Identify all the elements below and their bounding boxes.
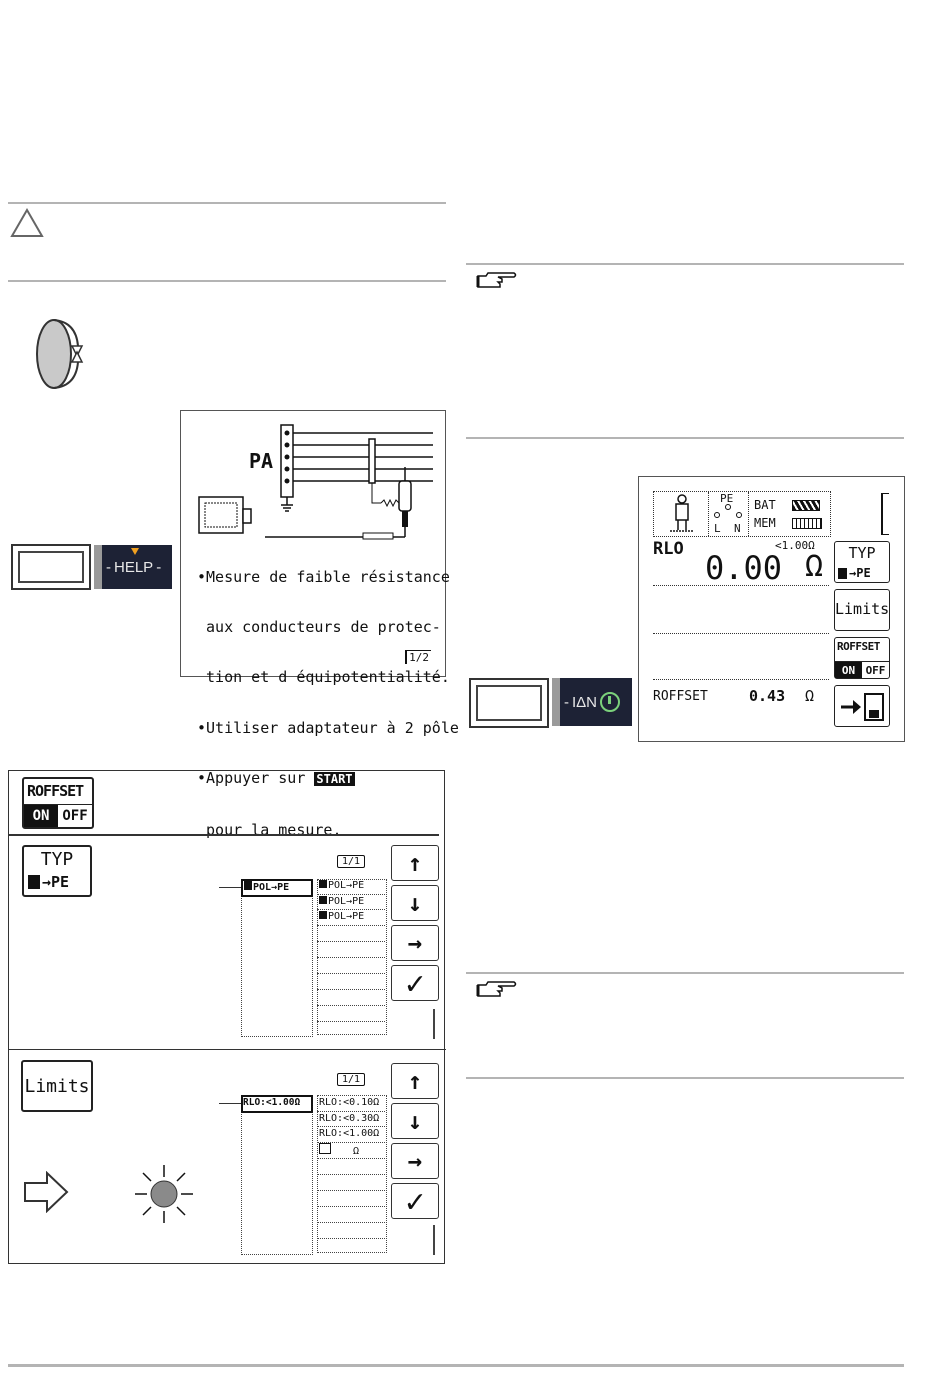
rotary-switch-icon (30, 316, 88, 392)
help-screen (180, 410, 459, 839)
typ-key[interactable] (22, 845, 92, 897)
memory-icon (792, 518, 822, 529)
battery-icon (792, 500, 820, 511)
person-probe-icon (668, 494, 696, 534)
limits-down-arrow-button[interactable]: ↓ (391, 1103, 439, 1139)
note1-top-rule (466, 263, 904, 265)
limits-option-custom-unit: Ω (353, 1146, 360, 1157)
settings-panel (8, 770, 445, 1264)
help-line-3: tion et d équipotentialité. (197, 668, 450, 687)
roffset-key-label: ROFFSET (27, 782, 84, 800)
limits-option-custom[interactable] (319, 1143, 359, 1157)
mem-label: MEM (754, 516, 776, 530)
diagram-pa-label: PA (249, 449, 274, 473)
limits-option-3[interactable]: RLO:<1.00Ω (319, 1128, 380, 1139)
measured-value: 0.00 (705, 549, 783, 587)
press-prefix: •Appuyer sur (197, 769, 315, 788)
warning-bottom-rule (8, 280, 446, 282)
limits-left-list (241, 1095, 313, 1255)
roffset-on-label: ON (24, 805, 58, 827)
typ-up-arrow-button[interactable]: ↑ (391, 845, 439, 881)
typ-selected-label: POL→PE (253, 882, 290, 893)
typ-option-1[interactable] (319, 880, 364, 891)
roffset-key[interactable] (22, 777, 94, 829)
power-indicator-icon (600, 692, 620, 712)
typ-option-3[interactable] (319, 911, 364, 922)
typ-option-2-label: POL→PE (328, 896, 365, 907)
typ-right-arrow-button[interactable]: → (391, 925, 439, 961)
help-line-4: •Utiliser adaptateur à 2 pôle (197, 718, 459, 737)
idn-key-label: IΔN (572, 693, 598, 711)
save-softkey[interactable] (834, 685, 890, 727)
help-physical-key[interactable] (11, 544, 91, 590)
help-key-label: HELP (114, 558, 154, 576)
typ-option-3-label: POL→PE (328, 911, 365, 922)
roffset-softkey[interactable] (834, 637, 890, 679)
start-badge: START (316, 772, 353, 787)
roffset-softkey-label: ROFFSET (837, 640, 880, 653)
lamp-indicator-icon (133, 1163, 195, 1225)
typ-softkey-top: TYP (848, 544, 876, 562)
roffset-softkey-off: OFF (865, 663, 886, 677)
typ-page-indicator: 1/1 (337, 855, 365, 868)
edit-icon (319, 1143, 331, 1154)
note1-bottom-rule (466, 437, 904, 439)
roffset-softkey-on: ON (835, 662, 862, 678)
limits-selected-item[interactable]: RLO:<1.00Ω (241, 1095, 313, 1113)
limits-softkey-label: Limits (835, 600, 890, 618)
n-label: N (734, 522, 741, 535)
limits-right-arrow-button[interactable]: → (391, 1143, 439, 1179)
limits-key[interactable] (21, 1060, 93, 1112)
help-page-indicator: 1/2 (405, 650, 431, 664)
socket-circles-icon (712, 504, 744, 522)
footer-rule (8, 1364, 904, 1367)
typ-key-top: TYP (40, 849, 74, 870)
typ-down-arrow-button[interactable]: ↓ (391, 885, 439, 921)
note2-top-rule (466, 972, 904, 974)
l-label: L (714, 522, 721, 535)
note2-bottom-rule (466, 1077, 904, 1079)
limits-up-arrow-button[interactable]: ↑ (391, 1063, 439, 1099)
idn-physical-key[interactable] (469, 678, 549, 728)
typ-softkey[interactable] (834, 541, 890, 583)
bat-label: BAT (754, 498, 776, 512)
typ-key-bottom: →PE (42, 873, 70, 891)
help-key-tab[interactable]: - HELP - (94, 545, 172, 589)
measured-unit: Ω (805, 549, 824, 584)
warning-top-rule (8, 202, 446, 204)
typ-option-1-label: POL→PE (328, 880, 365, 891)
typ-softkey-bottom: →PE (849, 566, 871, 580)
pointing-hand-icon (476, 270, 518, 292)
warning-triangle-icon (10, 208, 44, 238)
pe-label: PE (720, 492, 734, 505)
help-line-6: pour la mesure. (197, 820, 342, 839)
help-line-2: aux conducteurs de protec- (197, 617, 441, 636)
typ-confirm-check-button[interactable]: ✓ (391, 965, 439, 1001)
measurement-screen (638, 476, 905, 742)
equipotential-diagram (195, 419, 435, 543)
offset-value: 0.43 (749, 687, 786, 705)
offset-label: ROFFSET (653, 689, 708, 704)
limits-confirm-check-button[interactable]: ✓ (391, 1183, 439, 1219)
idn-key-tab[interactable]: - IΔN (552, 678, 632, 726)
roffset-off-label: OFF (62, 808, 88, 824)
help-indicator-icon (131, 548, 139, 555)
pointing-hand-icon-2 (476, 979, 518, 1001)
save-arrow-disk-icon (839, 692, 887, 722)
limits-option-2[interactable]: RLO:<0.30Ω (319, 1113, 380, 1124)
plus-minus-small-icon (838, 568, 847, 579)
limits-softkey[interactable] (834, 589, 890, 631)
typ-option-2[interactable] (319, 896, 364, 907)
limits-select-screen (239, 1059, 439, 1255)
limits-page-indicator: 1/1 (337, 1073, 365, 1086)
help-line-1: •Mesure de faible résistance (197, 567, 450, 586)
offset-unit: Ω (805, 687, 815, 705)
bracket-indicator (881, 493, 889, 535)
limit-value: <1.00Ω (775, 539, 815, 552)
typ-left-list (241, 879, 313, 1037)
quantity-label: RLO (653, 539, 684, 559)
status-bar (653, 491, 831, 537)
hollow-arrow-icon (23, 1171, 69, 1213)
limits-key-label: Limits (24, 1076, 90, 1097)
limits-option-1[interactable]: RLO:<0.10Ω (319, 1097, 380, 1108)
typ-selected-item[interactable] (241, 879, 313, 897)
typ-select-screen (239, 843, 439, 1039)
plus-minus-icon (28, 875, 40, 889)
